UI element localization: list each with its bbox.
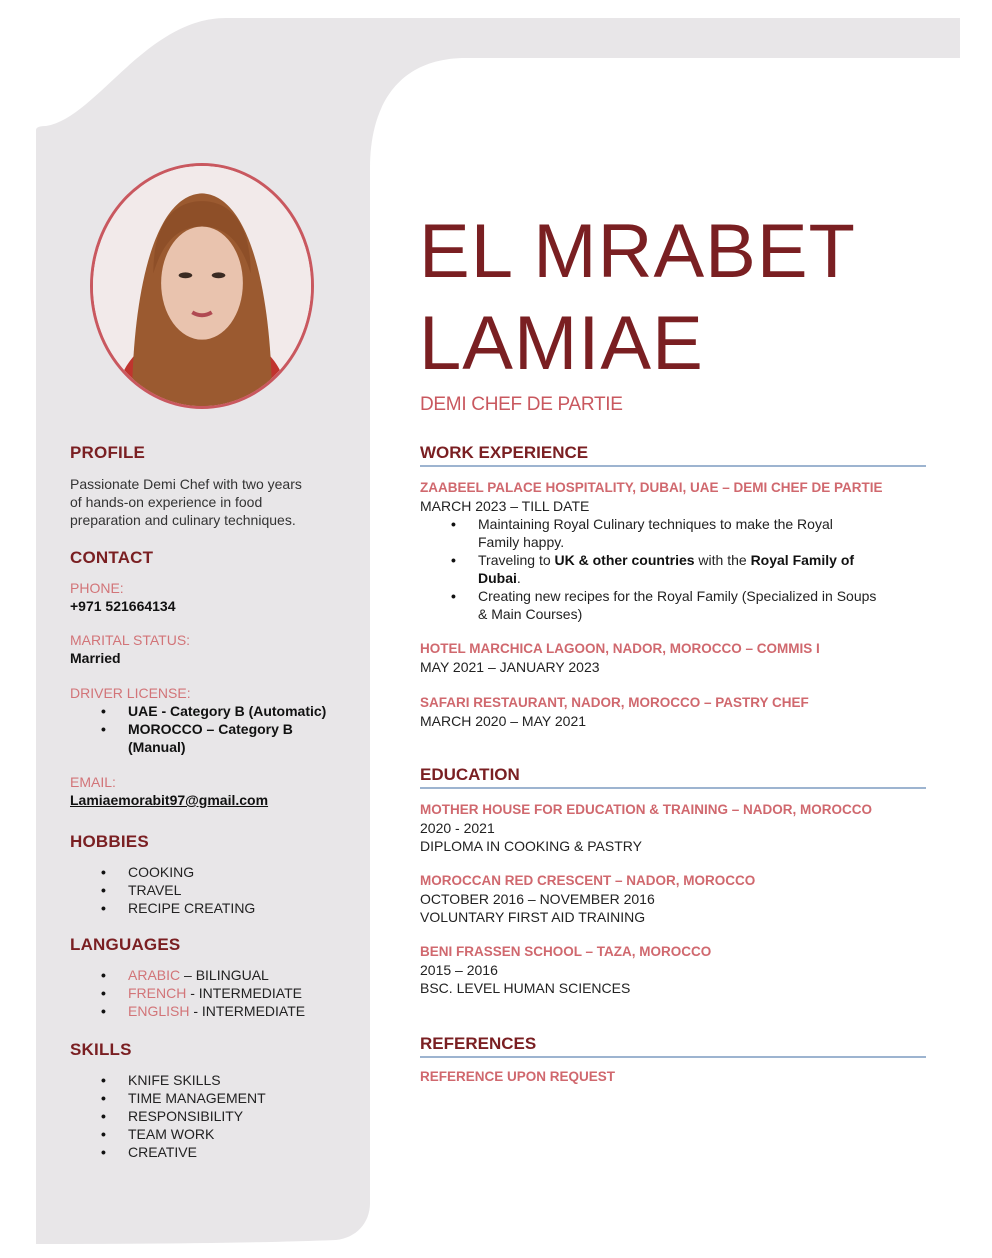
language-level: - INTERMEDIATE: [189, 1003, 306, 1019]
list-item: • UAE - Category B (Automatic): [128, 702, 360, 720]
language-level: - INTERMEDIATE: [186, 985, 302, 1001]
list-item: • CREATIVE: [128, 1143, 360, 1161]
hobbies-list: [70, 863, 360, 917]
skills-title: SKILLS: [70, 1040, 132, 1059]
hobbies-section: [70, 832, 360, 917]
job-entry: [420, 694, 926, 730]
list-item: • TEAM WORK: [128, 1125, 360, 1143]
language-name: FRENCH: [128, 985, 187, 1001]
list-item: [478, 587, 926, 623]
list-item: [128, 1002, 360, 1020]
job-date: MARCH 2023 – TILL DATE: [420, 498, 590, 514]
education-detail: DIPLOMA IN COOKING & PASTRY: [420, 838, 642, 854]
bullet-text: with the: [694, 552, 751, 568]
education-date: 2015 – 2016: [420, 962, 498, 978]
list-item: [128, 984, 360, 1002]
profile-line: Passionate Demi Chef with two years: [70, 476, 302, 492]
list-item: • TIME MANAGEMENT: [128, 1089, 360, 1107]
bullet-text: Creating new recipes for the Royal Family (Specialized in Soups: [478, 588, 877, 604]
skills-list: [70, 1071, 360, 1161]
profile-photo: [90, 163, 314, 409]
list-item: • RESPONSIBILITY: [128, 1107, 360, 1125]
languages-section: [70, 935, 360, 1020]
education-heading: MOROCCAN RED CRESCENT – NADOR, MOROCCO: [420, 873, 756, 888]
job-bullets: [420, 515, 926, 623]
references-text: REFERENCE UPON REQUEST: [420, 1069, 616, 1084]
hobbies-title: HOBBIES: [70, 832, 149, 851]
education-detail: VOLUNTARY FIRST AID TRAINING: [420, 909, 646, 925]
education-entry: [420, 872, 926, 926]
license-list: [70, 702, 360, 756]
languages-list: [70, 966, 360, 1020]
name-line-2: LAMIAE: [419, 301, 704, 386]
language-name: ENGLISH: [128, 1003, 190, 1019]
education-heading: MOTHER HOUSE FOR EDUCATION & TRAINING – NADOR, MOROCCO: [420, 802, 872, 817]
list-item-continuation: [128, 738, 360, 756]
references-title: REFERENCES: [420, 1034, 926, 1058]
bullet-bold: Royal Family of: [750, 552, 855, 568]
name-line-1: EL MRABET: [419, 209, 856, 294]
job-entry: [420, 479, 926, 623]
candidate-name: [419, 206, 856, 390]
phone-label: PHONE:: [70, 580, 124, 596]
email-label: EMAIL:: [70, 774, 116, 790]
bullet-text: & Main Courses): [478, 606, 583, 622]
marital-label: MARITAL STATUS:: [70, 632, 191, 648]
bullet-text: Maintaining Royal Culinary techniques to make the Royal: [478, 516, 833, 532]
work-title: WORK EXPERIENCE: [420, 443, 926, 467]
profile-line: preparation and culinary techniques.: [70, 512, 296, 528]
bullet-text: Family happy.: [478, 534, 565, 550]
education-date: 2020 - 2021: [420, 820, 495, 836]
work-section: [420, 443, 926, 730]
list-item: • COOKING: [128, 863, 360, 881]
job-heading: ZAABEEL PALACE HOSPITALITY, DUBAI, UAE – DEMI CHEF DE PARTIE: [420, 480, 883, 495]
list-item: • MOROCCO – Category B: [128, 720, 360, 738]
job-date: MARCH 2020 – MAY 2021: [420, 713, 587, 729]
contact-title: CONTACT: [70, 548, 154, 567]
education-entry: [420, 801, 926, 855]
list-item: • KNIFE SKILLS: [128, 1071, 360, 1089]
license-label: DRIVER LICENSE:: [70, 685, 191, 701]
bullet-text: .: [516, 570, 521, 586]
list-item: • TRAVEL: [128, 881, 360, 899]
education-section: [420, 765, 926, 997]
contact-section: [70, 548, 360, 809]
education-date: OCTOBER 2016 – NOVEMBER 2016: [420, 891, 655, 907]
language-level: – BILINGUAL: [180, 967, 269, 983]
marital-value: Married: [70, 650, 121, 666]
job-heading: HOTEL MARCHICA LAGOON, NADOR, MOROCCO – COMMIS I: [420, 641, 820, 656]
language-name: ARABIC: [128, 967, 181, 983]
bullet-text: Traveling to: [478, 552, 555, 568]
profile-section: [70, 443, 360, 529]
education-title: EDUCATION: [420, 765, 926, 789]
references-section: [420, 1034, 926, 1086]
list-item: • RECIPE CREATING: [128, 899, 360, 917]
education-heading: BENI FRASSEN SCHOOL – TAZA, MOROCCO: [420, 944, 712, 959]
profile-line: of hands-on experience in food: [70, 494, 263, 510]
job-date: MAY 2021 – JANUARY 2023: [420, 659, 600, 675]
languages-title: LANGUAGES: [70, 935, 181, 954]
education-detail: BSC. LEVEL HUMAN SCIENCES: [420, 980, 631, 996]
list-item: [128, 966, 360, 984]
license-continuation: (Manual): [128, 739, 186, 755]
list-item: [478, 551, 926, 587]
skills-section: [70, 1040, 360, 1161]
job-entry: [420, 640, 926, 676]
email-link[interactable]: Lamiaemorabit97@gmail.com: [70, 792, 269, 808]
profile-title: PROFILE: [70, 443, 146, 462]
bullet-bold: UK & other countries: [554, 552, 695, 568]
list-item: [478, 515, 926, 551]
bullet-bold: Dubai: [478, 570, 517, 586]
phone-value: +971 521664134: [70, 598, 176, 614]
job-role: DEMI CHEF DE PARTIE: [420, 394, 623, 415]
job-heading: SAFARI RESTAURANT, NADOR, MOROCCO – PASTRY CHEF: [420, 695, 809, 710]
education-entry: [420, 943, 926, 997]
